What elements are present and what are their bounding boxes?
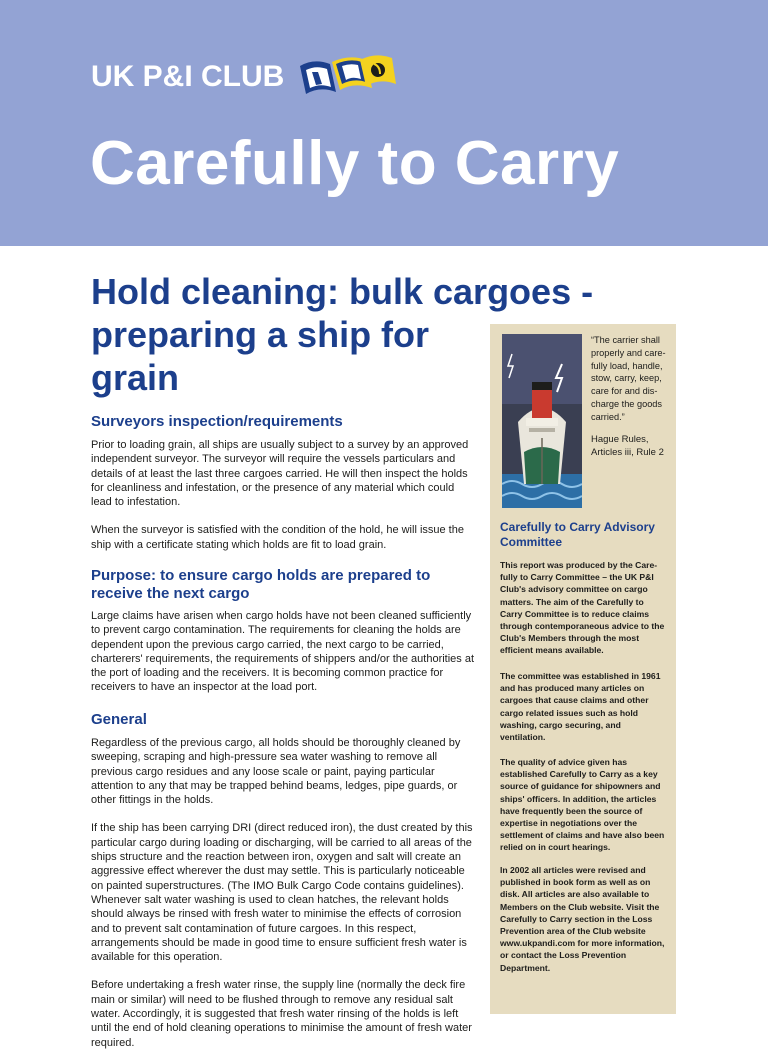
paragraph: Large claims have arisen when cargo holds have not been cleaned sufficiently to prevent cargo contamination. The requirements for cleaning the holds are dependent upon the previous cargo carried, the next cargo to be carried, charterers' requirements, the requirements of shippers and/or the authorities at the port of loading and the receivers. It is becoming common practice for receivers to have an inspector at the load port. xyxy=(91,610,475,694)
sidebar-paragraph: This report was produced by the Care-fully to Carry Committee – the UK P&I Club's advisory committee on cargo matters. The aim of the Carefully to Carry Committee is to reduce claims through contemporaneous advice to the Club's Members through the most efficient means available. xyxy=(500,560,665,656)
section-heading: Surveyors inspection/requirements xyxy=(91,413,343,430)
ship-illustration-icon xyxy=(502,334,582,508)
section-heading: Purpose: to ensure cargo holds are prepared to receive the next cargo xyxy=(91,567,431,602)
article-title-line-3: grain xyxy=(91,357,180,398)
section-purpose xyxy=(91,567,475,695)
paragraph: Regardless of the previous cargo, all holds should be thoroughly cleaned by sweeping, scraping and high-pressure sea water washing to remove all previous cargo residues and any loose scale or paint, paying particular attention to any that may be trapped behind beams, ledges, pipe guards, or other fittings in the holds. xyxy=(91,737,461,807)
paragraph: When the surveyor is satisfied with the condition of the hold, he will issue the ship with a certificate stating which holds are fit to load grain. xyxy=(91,524,464,551)
section-heading: General xyxy=(91,711,147,728)
header-banner xyxy=(0,0,768,246)
club-name: UK P&I CLUB xyxy=(91,60,285,93)
sidebar-paragraph: The quality of advice given has established Carefully to Carry as a key source of guidance for shipowners and ships' officers. In addition, the articles have frequently been the source of expertise in negotiations over the settlement of claims and have also been relied on in court hearings. xyxy=(500,757,665,853)
flags-logo-icon xyxy=(296,52,400,104)
article-title-line-1: Hold cleaning: bulk cargoes - xyxy=(91,271,594,312)
series-title: Carefully to Carry xyxy=(90,129,620,198)
sidebar-quote: “The carrier shall properly and care-fully load, handle, stow, carry, keep, care for and dis-charge the goods carried.” xyxy=(591,335,666,422)
sidebar-panel xyxy=(490,324,676,1014)
paragraph: Before undertaking a fresh water rinse, the supply line (normally the deck fire main or similar) will need to be flushed through to remove any residual salt water. Accordingly, it is suggested that fresh water rinsing of the holds is left until the end of hold cleaning operations to minimise the amount of fresh water required. xyxy=(91,979,472,1049)
sidebar-heading: Carefully to Carry Advisory Committee xyxy=(500,520,655,549)
paragraph: Prior to loading grain, all ships are usually subject to a survey by an approved independent surveyor. The surveyor will require the vessels particulars and details of at least the last three cargoes carried. He will then inspect the holds for cleanliness and infestation, or the presence of any material which could lead to infestation. xyxy=(91,439,469,509)
sidebar-paragraph: The committee was established in 1961 and has produced many articles on cargoes that cause claims and other cargo related issues such as hold washing, cargo securing, and ventilation. xyxy=(500,671,661,743)
section-general xyxy=(91,711,475,1050)
article-title-line-2: preparing a ship for xyxy=(91,314,430,355)
paragraph: If the ship has been carrying DRI (direct reduced iron), the dust created by this particular cargo during loading or discharging, will be carried to all areas of the ships structure and the reaction between iron, oxygen and salt will create an aggressive effect wherever the dust may settle. This is particularly noticeable on painted superstructures. (The IMO Bulk Cargo Code contains guidelines). Whenever salt water washing is used to clean hatches, the relevant holds should always be rinsed with fresh water to minimise the effects of corrosion and to prevent salt contamination of future cargoes. In this respect, arrangements should be made in good time to ensure sufficient fresh water is available for this operation. xyxy=(91,822,473,964)
sidebar-paragraph: In 2002 all articles were revised and published in book form as well as on disk. All articles are also available to Members on the Club website. Visit the Carefully to Carry section in the Loss Prevention area of the Club website www.ukpandi.com for more information, or contact the Loss Prevention Department. xyxy=(500,865,665,973)
section-surveyors xyxy=(91,413,475,552)
sidebar-quote-source: Hague Rules, Articles iii, Rule 2 xyxy=(591,434,664,458)
